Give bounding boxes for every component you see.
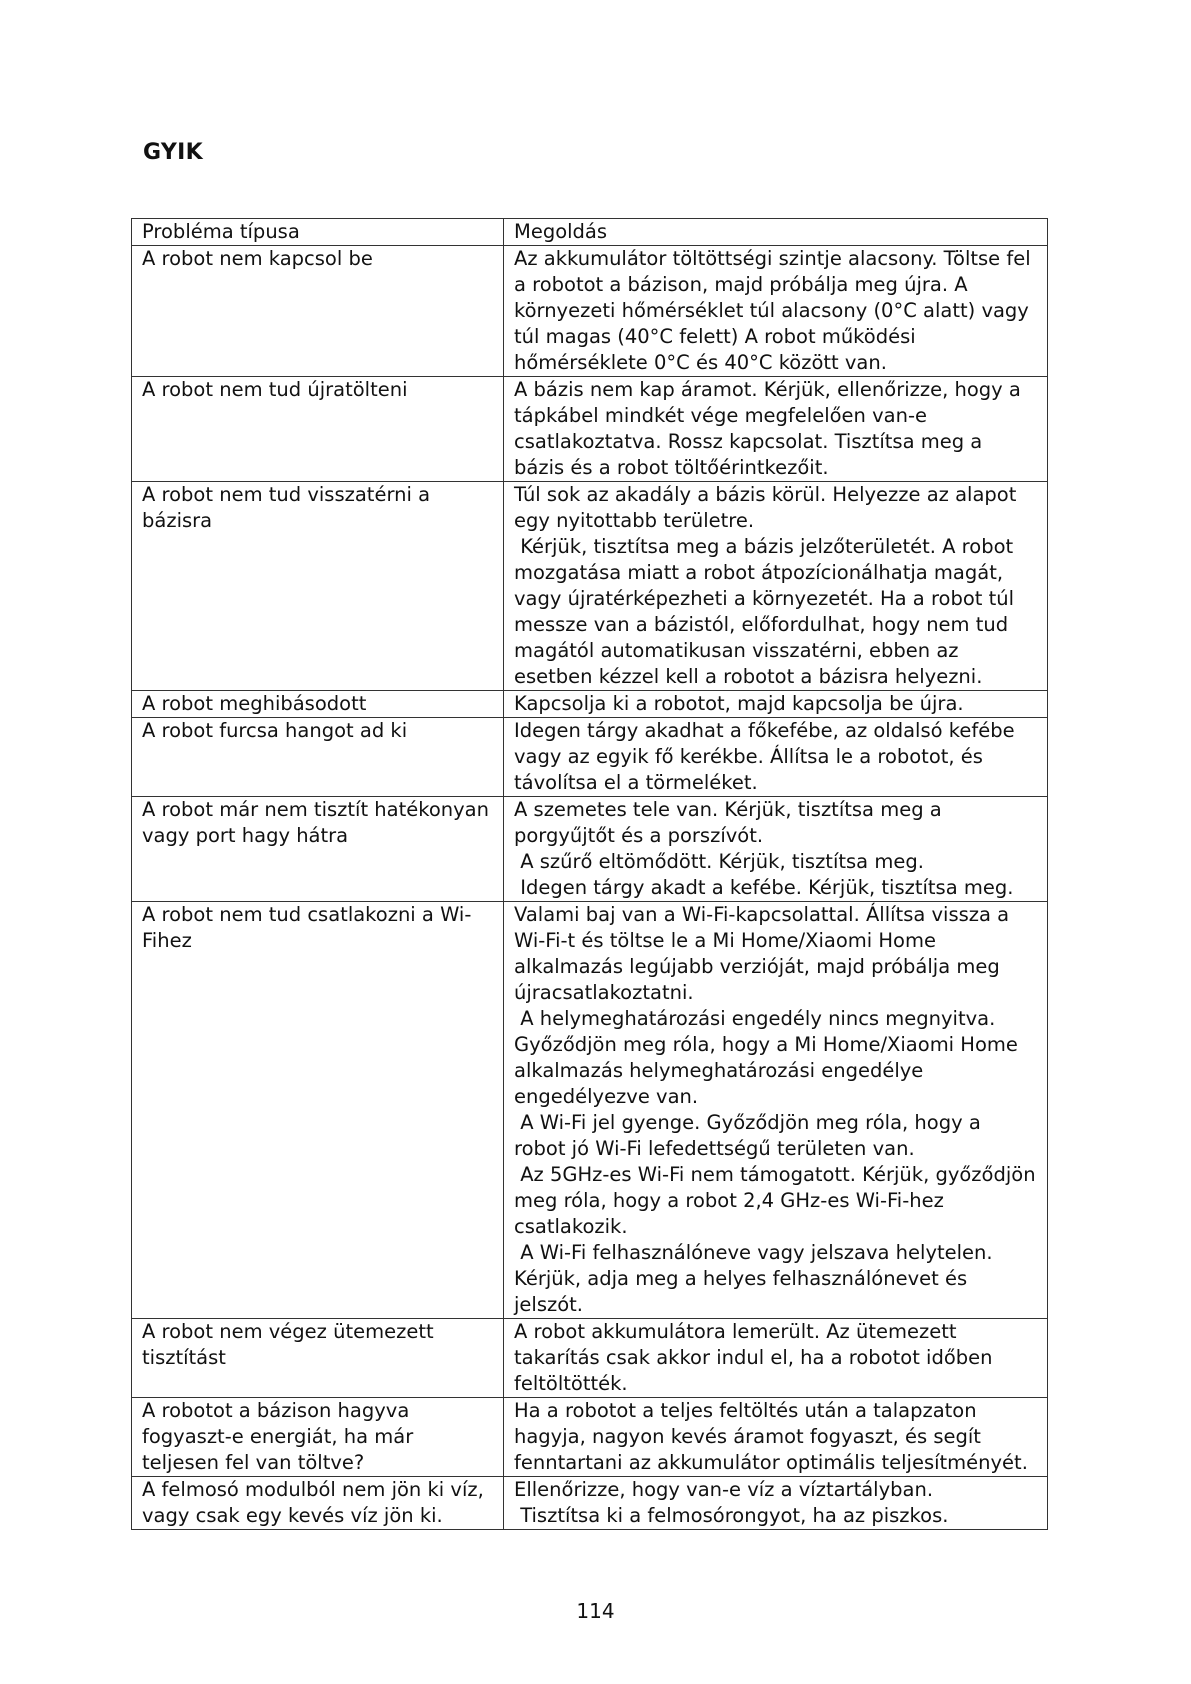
- solution-cell: [504, 902, 1048, 1319]
- solution-text: Idegen tárgy akadt a kefébe. Kérjük, tisztítsa meg.: [514, 876, 1014, 899]
- solution-text: A Wi-Fi jel gyenge. Győződjön meg róla, hogy a robot jó Wi-Fi lefedettségű területen van.: [514, 1111, 987, 1160]
- table-row: [132, 797, 1048, 902]
- page-number: 114: [576, 1599, 615, 1623]
- solution-cell: [504, 482, 1048, 691]
- solution-cell: [504, 1398, 1048, 1477]
- solution-cell: [504, 1477, 1048, 1530]
- problem-cell: A robot nem tud csatlakozni a Wi-Fihez: [132, 902, 504, 1319]
- table-row: [132, 377, 1048, 482]
- solution-cell: [504, 691, 1048, 718]
- table-row: [132, 718, 1048, 797]
- table-row: [132, 691, 1048, 718]
- solution-cell: [504, 246, 1048, 377]
- header-problem: Probléma típusa: [132, 219, 504, 246]
- problem-cell: A robot már nem tisztít hatékonyan vagy port hagy hátra: [132, 797, 504, 902]
- problem-cell: A robot nem végez ütemezett tisztítást: [132, 1319, 504, 1398]
- problem-cell: A robot furcsa hangot ad ki: [132, 718, 504, 797]
- solution-text: Kérjük, tisztítsa meg a bázis jelzőterületét. A robot mozgatása miatt a robot átpozícionálhatja magát, vagy újratérképezheti a környezetét. Ha a robot túl messze van a bázistól, előfordulhat, hogy nem tud magától automatikusan visszatérni, ebben az esetben kézzel kell a robotot a bázisra helyezni.: [514, 535, 1021, 688]
- solution-cell: [504, 377, 1048, 482]
- solution-text: A szemetes tele van. Kérjük, tisztítsa meg a porgyűjtőt és a porszívót.: [514, 798, 948, 847]
- solution-text: Az 5GHz-es Wi-Fi nem támogatott. Kérjük, győződjön meg róla, hogy a robot 2,4 GHz-es Wi-Fi-hez csatlakozik.: [514, 1163, 1042, 1238]
- solution-text: Ha a robotot a teljes feltöltés után a talapzaton hagyja, nagyon kevés áramot fogyaszt, és segít fenntartani az akkumulátor optimális teljesítményét.: [514, 1399, 1028, 1474]
- solution-cell: [504, 718, 1048, 797]
- solution-text: A robot akkumulátora lemerült. Az ütemezett takarítás csak akkor indul el, ha a robotot időben feltöltötték.: [514, 1320, 999, 1395]
- solution-text: Túl sok az akadály a bázis körül. Helyezze az alapot egy nyitottabb területre.: [514, 483, 1023, 532]
- solution-text: Ellenőrizze, hogy van-e víz a víztartályban.: [514, 1478, 934, 1501]
- table-row: [132, 1398, 1048, 1477]
- solution-text: A bázis nem kap áramot. Kérjük, ellenőrizze, hogy a tápkábel mindkét vége megfelelően van-e csatlakoztatva. Rossz kapcsolat. Tisztítsa meg a bázis és a robot töltőérintkezőit.: [514, 378, 1028, 479]
- problem-cell: A robotot a bázison hagyva fogyaszt-e energiát, ha már teljesen fel van töltve?: [132, 1398, 504, 1477]
- solution-text: Tisztítsa ki a felmosórongyot, ha az piszkos.: [514, 1504, 949, 1527]
- table-row: [132, 482, 1048, 691]
- problem-cell: A robot nem kapcsol be: [132, 246, 504, 377]
- solution-cell: [504, 1319, 1048, 1398]
- problem-cell: A felmosó modulból nem jön ki víz, vagy csak egy kevés víz jön ki.: [132, 1477, 504, 1530]
- solution-cell: [504, 797, 1048, 902]
- table-row: [132, 1319, 1048, 1398]
- table-row: [132, 902, 1048, 1319]
- faq-table-body: [132, 219, 1048, 1530]
- faq-table: [131, 218, 1048, 1530]
- solution-text: A helymeghatározási engedély nincs megnyitva. Győződjön meg róla, hogy a Mi Home/Xiaomi Home alkalmazás helymeghatározási engedélye engedélyezve van.: [514, 1007, 1025, 1108]
- solution-text: Idegen tárgy akadhat a főkefébe, az oldalsó kefébe vagy az egyik fő kerékbe. Állítsa le a robotot, és távolítsa el a törmeléket.: [514, 719, 1021, 794]
- solution-text: Az akkumulátor töltöttségi szintje alacsony. Töltse fel a robotot a bázison, majd próbálja meg újra. A környezeti hőmérséklet túl alacsony (0°C alatt) vagy túl magas (40°C felett) A robot működési hőmérséklete 0°C és 40°C között van.: [514, 247, 1037, 374]
- problem-cell: A robot nem tud visszatérni a bázisra: [132, 482, 504, 691]
- table-row: [132, 1477, 1048, 1530]
- solution-text: A Wi-Fi felhasználóneve vagy jelszava helytelen. Kérjük, adja meg a helyes felhasználónevet és jelszót.: [514, 1241, 999, 1316]
- solution-text: A szűrő eltömődött. Kérjük, tisztítsa meg.: [514, 850, 924, 873]
- solution-text: Valami baj van a Wi-Fi-kapcsolattal. Állítsa vissza a Wi-Fi-t és töltse le a Mi Home/Xiaomi Home alkalmazás legújabb verzióját, majd próbálja meg újracsatlakoztatni.: [514, 903, 1016, 1004]
- table-row: [132, 246, 1048, 377]
- table-header-row: [132, 219, 1048, 246]
- solution-text: Kapcsolja ki a robotot, majd kapcsolja be újra.: [514, 692, 964, 715]
- problem-cell: A robot nem tud újratölteni: [132, 377, 504, 482]
- header-solution: Megoldás: [504, 219, 1048, 246]
- problem-cell: A robot meghibásodott: [132, 691, 504, 718]
- page-title: GYIK: [143, 140, 203, 165]
